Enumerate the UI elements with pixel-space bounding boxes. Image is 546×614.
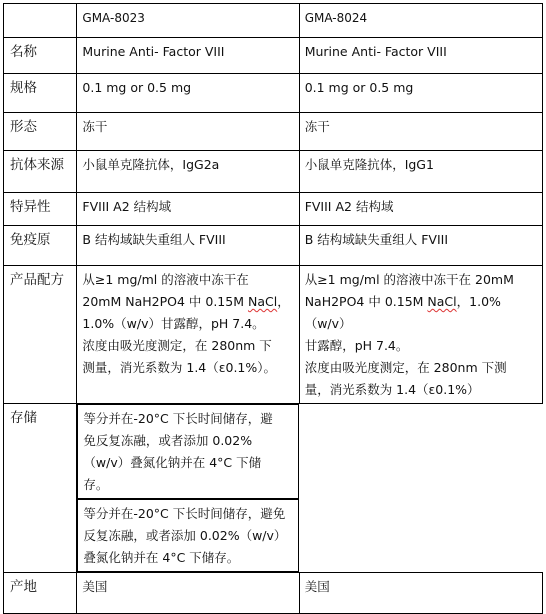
row-label: 产品配方	[4, 266, 77, 404]
row-label: 规格	[4, 74, 77, 113]
formulation-paragraph-2: 浓度由吸光度测定，在 280nm 下 测量，消光系数为 1.4（ε0.1%）。	[82, 338, 277, 375]
table-row-specificity	[4, 193, 543, 226]
table-row-name	[4, 38, 543, 74]
nacl-spellcheck-word: NaCl	[247, 294, 278, 309]
cell-gma-8023	[77, 266, 299, 404]
nacl-spellcheck-word: NaCl	[427, 294, 457, 309]
cell-gma-8023: 等分并在-20°C 下长时间储存，避 免反复冻融，或者添加 0.02% （w/v）叠氮化钠并在 4°C 下储 存。	[77, 404, 299, 499]
cell-gma-8024: Murine Anti- Factor VIII	[299, 38, 542, 74]
cell-gma-8024: 冻干	[299, 113, 542, 151]
formulation-paragraph-2: 浓度由吸光度测定，在 280nm 下测 量，消光系数为 1.4（ε0.1%）	[304, 360, 507, 397]
cell-gma-8024: 美国	[299, 573, 542, 614]
cell-gma-8024: FVIII A2 结构域	[299, 193, 542, 226]
table-row-spec	[4, 74, 543, 113]
product-spec-table	[3, 3, 543, 614]
table-row-formulation	[4, 266, 543, 404]
cell-gma-8023: B 结构域缺失重组人 FVIII	[77, 226, 299, 266]
table-row-storage	[4, 404, 543, 573]
row-label: 产地	[4, 573, 77, 614]
cell-gma-8024: 小鼠单克隆抗体，IgG1	[299, 151, 542, 193]
row-label: 形态	[4, 113, 77, 151]
cell-gma-8023: 冻干	[77, 113, 299, 151]
row-label: 名称	[4, 38, 77, 74]
cell-gma-8023: FVIII A2 结构域	[77, 193, 299, 226]
cell-gma-8023: 0.1 mg or 0.5 mg	[77, 74, 299, 113]
table-row-origin	[4, 573, 543, 614]
cell-gma-8023: 美国	[77, 573, 299, 614]
cell-gma-8024: 0.1 mg or 0.5 mg	[299, 74, 542, 113]
row-label: 特异性	[4, 193, 77, 226]
table-row-form	[4, 113, 543, 151]
cell-gma-8023: 小鼠单克隆抗体，IgG2a	[77, 151, 299, 193]
cell-gma-8024: 等分并在-20°C 下长时间储存，避免 反复冻融，或者添加 0.02%（w/v） 叠氮化钠并在 4°C 下储存。	[77, 499, 299, 572]
formulation-paragraph-1: 从≥1 mg/ml 的溶液中冻干在 20mM NaH2PO4 中 0.15M NaCl， 1.0%（w/v）甘露醇，pH 7.4。	[82, 272, 290, 331]
cell-gma-8024	[299, 266, 542, 404]
header-cell-gma-8023: GMA-8023	[77, 4, 299, 38]
cell-gma-8023: Murine Anti- Factor VIII	[77, 38, 299, 74]
cell-gma-8024: B 结构域缺失重组人 FVIII	[299, 226, 542, 266]
row-label: 存储	[4, 404, 77, 573]
table-row-immunogen	[4, 226, 543, 266]
table-header-row	[4, 4, 543, 38]
formulation-paragraph-1: 从≥1 mg/ml 的溶液中冻干在 20mM NaH2PO4 中 0.15M NaCl，1.0%（w/v） 甘露醇，pH 7.4。	[304, 272, 514, 353]
row-label: 抗体来源	[4, 151, 77, 193]
row-label: 免疫原	[4, 226, 77, 266]
table-row-source	[4, 151, 543, 193]
header-cell-blank	[4, 4, 77, 38]
header-cell-gma-8024: GMA-8024	[299, 4, 542, 38]
